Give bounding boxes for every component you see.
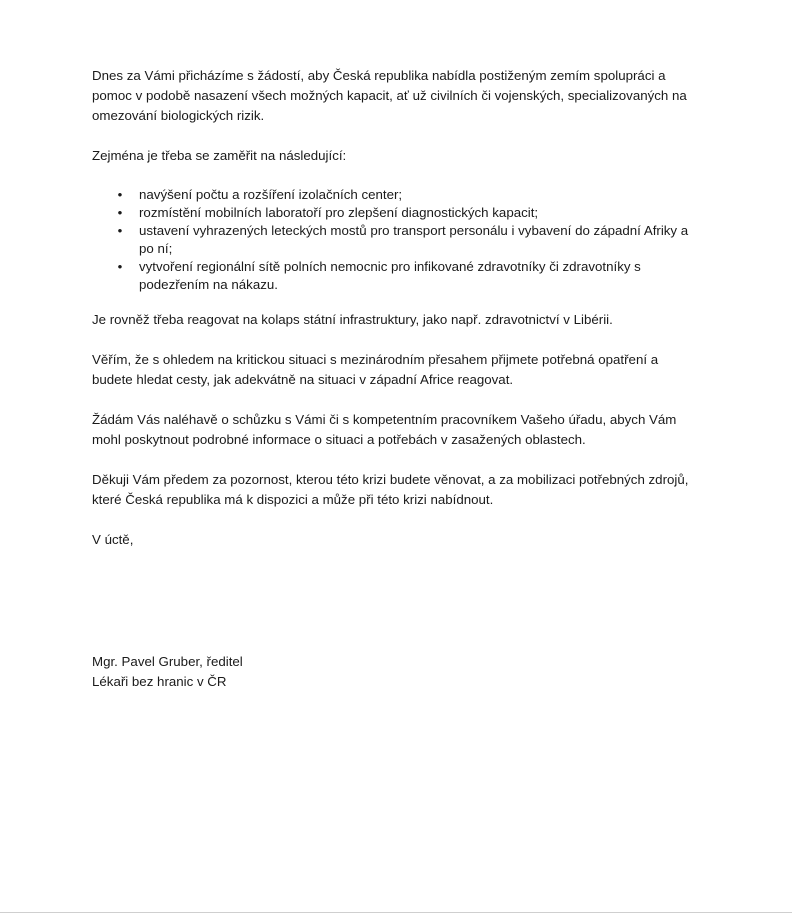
list-item-text: navýšení počtu a rozšíření izolačních center;	[139, 187, 403, 202]
focus-heading: Zejména je třeba se zaměřit na následující:	[92, 148, 347, 163]
list-item	[92, 258, 700, 294]
belief-paragraph: Věřím, že s ohledem na kritickou situaci s mezinárodním přesahem přijmete potřebná opatření a budete hledat cesty, jak adekvátně na situaci v západní Africe reagovat.	[92, 352, 659, 387]
list-item	[92, 204, 700, 222]
signature-organization: Lékaři bez hranic v ČR	[92, 674, 227, 689]
signature-block	[92, 652, 700, 692]
signature-space	[92, 570, 700, 652]
thanks-paragraph: Děkuji Vám předem za pozornost, kterou této krizi budete věnovat, a za mobilizaci potřebných zdrojů, které Česká republika má k dispozici a může při této krizi nabídnout.	[92, 472, 689, 507]
bullet-icon: •	[117, 187, 123, 202]
list-item	[92, 222, 700, 258]
list-item-text: rozmístění mobilních laboratoří pro zlepšení diagnostických kapacit;	[139, 205, 539, 220]
bullet-icon: •	[117, 259, 123, 274]
list-item-text: ustavení vyhrazených leteckých mostů pro transport personálu i vybavení do západní Afriky a po ní;	[139, 223, 689, 256]
list-item	[92, 186, 700, 204]
meeting-paragraph: Žádám Vás naléhavě o schůzku s Vámi či s kompetentním pracovníkem Vašeho úřadu, abych Vám mohl poskytnout podrobné informace o situaci a potřebách v zasažených oblastech.	[92, 412, 677, 447]
bullet-icon: •	[117, 223, 123, 238]
letter-body	[92, 66, 700, 692]
bullet-icon: •	[117, 205, 123, 220]
intro-paragraph: Dnes za Vámi přicházíme s žádostí, aby Česká republika nabídla postiženým zemím spolupráci a pomoc v podobě nasazení všech možných kapacit, ať už civilních či vojenských, specializovaných na omezování biologických rizik.	[92, 68, 687, 123]
page-bottom-divider	[0, 912, 792, 913]
collapse-paragraph: Je rovněž třeba reagovat na kolaps státní infrastruktury, jako např. zdravotnictví v Libérii.	[92, 312, 613, 327]
bullet-list	[92, 186, 700, 294]
closing-salutation: V úctě,	[92, 532, 134, 547]
list-item-text: vytvoření regionální sítě polních nemocnic pro infikované zdravotníky či zdravotníky s podezřením na nákazu.	[139, 259, 641, 292]
signature-name: Mgr. Pavel Gruber, ředitel	[92, 654, 243, 669]
